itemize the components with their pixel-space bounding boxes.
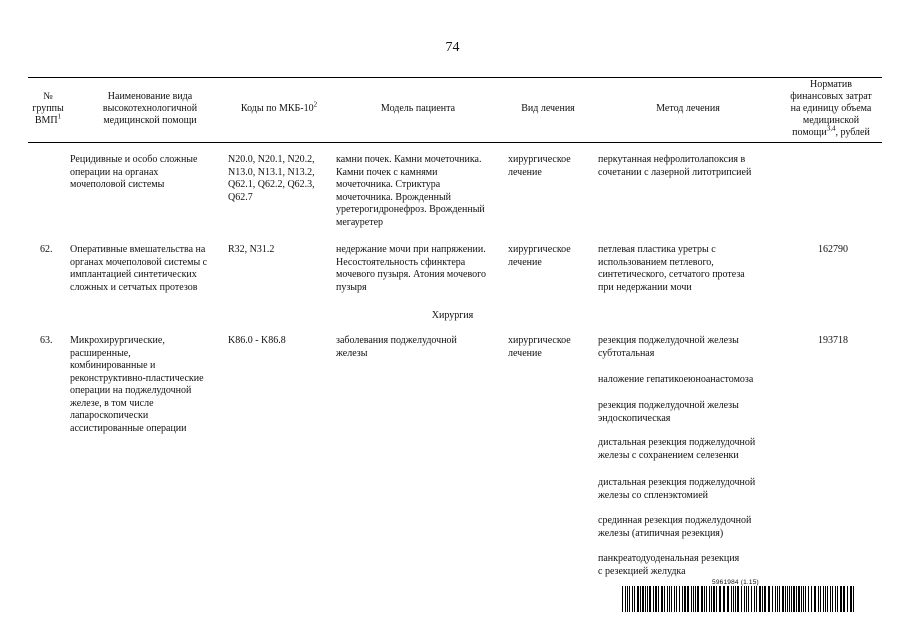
header-bottom-rule <box>28 142 882 143</box>
treatment-method: дистальная резекция поджелудочной железы с сохранением селезенки <box>598 437 756 461</box>
treatment-method: панкреатодуоденальная резекция с резекцией желудка <box>598 553 740 577</box>
table-top-rule <box>28 77 882 78</box>
treatment-method: петлевая пластика уретры с использованием петлевого, синтетического, сетчатого протеза при недержании мочи <box>598 244 745 293</box>
treatment-method: перкутанная нефролитолапоксия в сочетании с лазерной литотрипсией <box>598 154 752 178</box>
header-group-number: № группы ВМП$^1$ <box>32 91 64 126</box>
patient-model: недержание мочи при напряжении. Несостоятельность сфинктера мочевого пузыря. Атония мочевого пузыря <box>336 244 486 293</box>
section-title: Хирургия <box>431 310 474 321</box>
barcode-icon <box>622 586 858 612</box>
header-care-type: Наименование вида высокотехнологичной медицинской помощи <box>102 91 198 126</box>
care-type-name: Оперативные вмешательства на органах мочеполовой системы с имплантацией синтетических сложных и сетчатых протезов <box>70 244 208 293</box>
header-icd-codes: Коды по МКБ-$10^2$ <box>240 100 318 114</box>
patient-model: заболевания поджелудочной железы <box>336 335 457 359</box>
cost-standard: 193718 <box>818 335 848 346</box>
group-number: 63. <box>40 335 53 346</box>
patient-model: камни почек. Камни мочеточника. Камни почек с камнями мочеточника. Стриктура мочеточника. Врожденный уретерогидронефроз. Врожденный мегауретер <box>336 154 485 228</box>
treatment-type: хирургическое лечение <box>508 154 571 178</box>
header-treatment-method: Метод лечения <box>656 103 720 114</box>
treatment-method: резекция поджелудочной железы субтотальная <box>598 335 739 359</box>
treatment-method: наложение гепатикоеюноанастомоза <box>598 374 754 385</box>
header-treatment-type: Вид лечения <box>521 103 575 114</box>
treatment-method: дистальная резекция поджелудочной железы со спленэктомией <box>598 477 756 501</box>
page-number: 74 <box>445 40 460 55</box>
group-number: 62. <box>40 244 53 255</box>
treatment-type: хирургическое лечение <box>508 335 571 359</box>
treatment-type: хирургическое лечение <box>508 244 571 268</box>
cost-standard: 162790 <box>818 244 848 255</box>
icd-codes: N20.0, N20.1, N20.2, N13.0, N13.1, N13.2, Q62.1, Q62.2, Q62.3, Q62.7 <box>228 154 315 203</box>
treatment-method: резекция поджелудочной железы эндоскопическая <box>598 400 739 424</box>
header-cost-standard: Норматив финансовых затрат на единицу объема медицинской помощи$^{3,4}$, рублей <box>790 79 872 138</box>
barcode-caption: 5961984 (1.15) <box>712 579 759 586</box>
icd-codes: K86.0 - K86.8 <box>228 335 286 346</box>
header-patient-model: Модель пациента <box>380 103 456 114</box>
care-type-name: Рецидивные и особо сложные операции на органах мочеполовой системы <box>70 154 198 190</box>
icd-codes: R32, N31.2 <box>228 244 275 255</box>
treatment-method: срединная резекция поджелудочной железы (атипичная резекция) <box>598 515 752 539</box>
care-type-name: Микрохирургические, расширенные, комбинированные и реконструктивно-пластические операции на поджелудочной железе, в том числе лапароскопически ассистированные операции <box>70 335 204 434</box>
